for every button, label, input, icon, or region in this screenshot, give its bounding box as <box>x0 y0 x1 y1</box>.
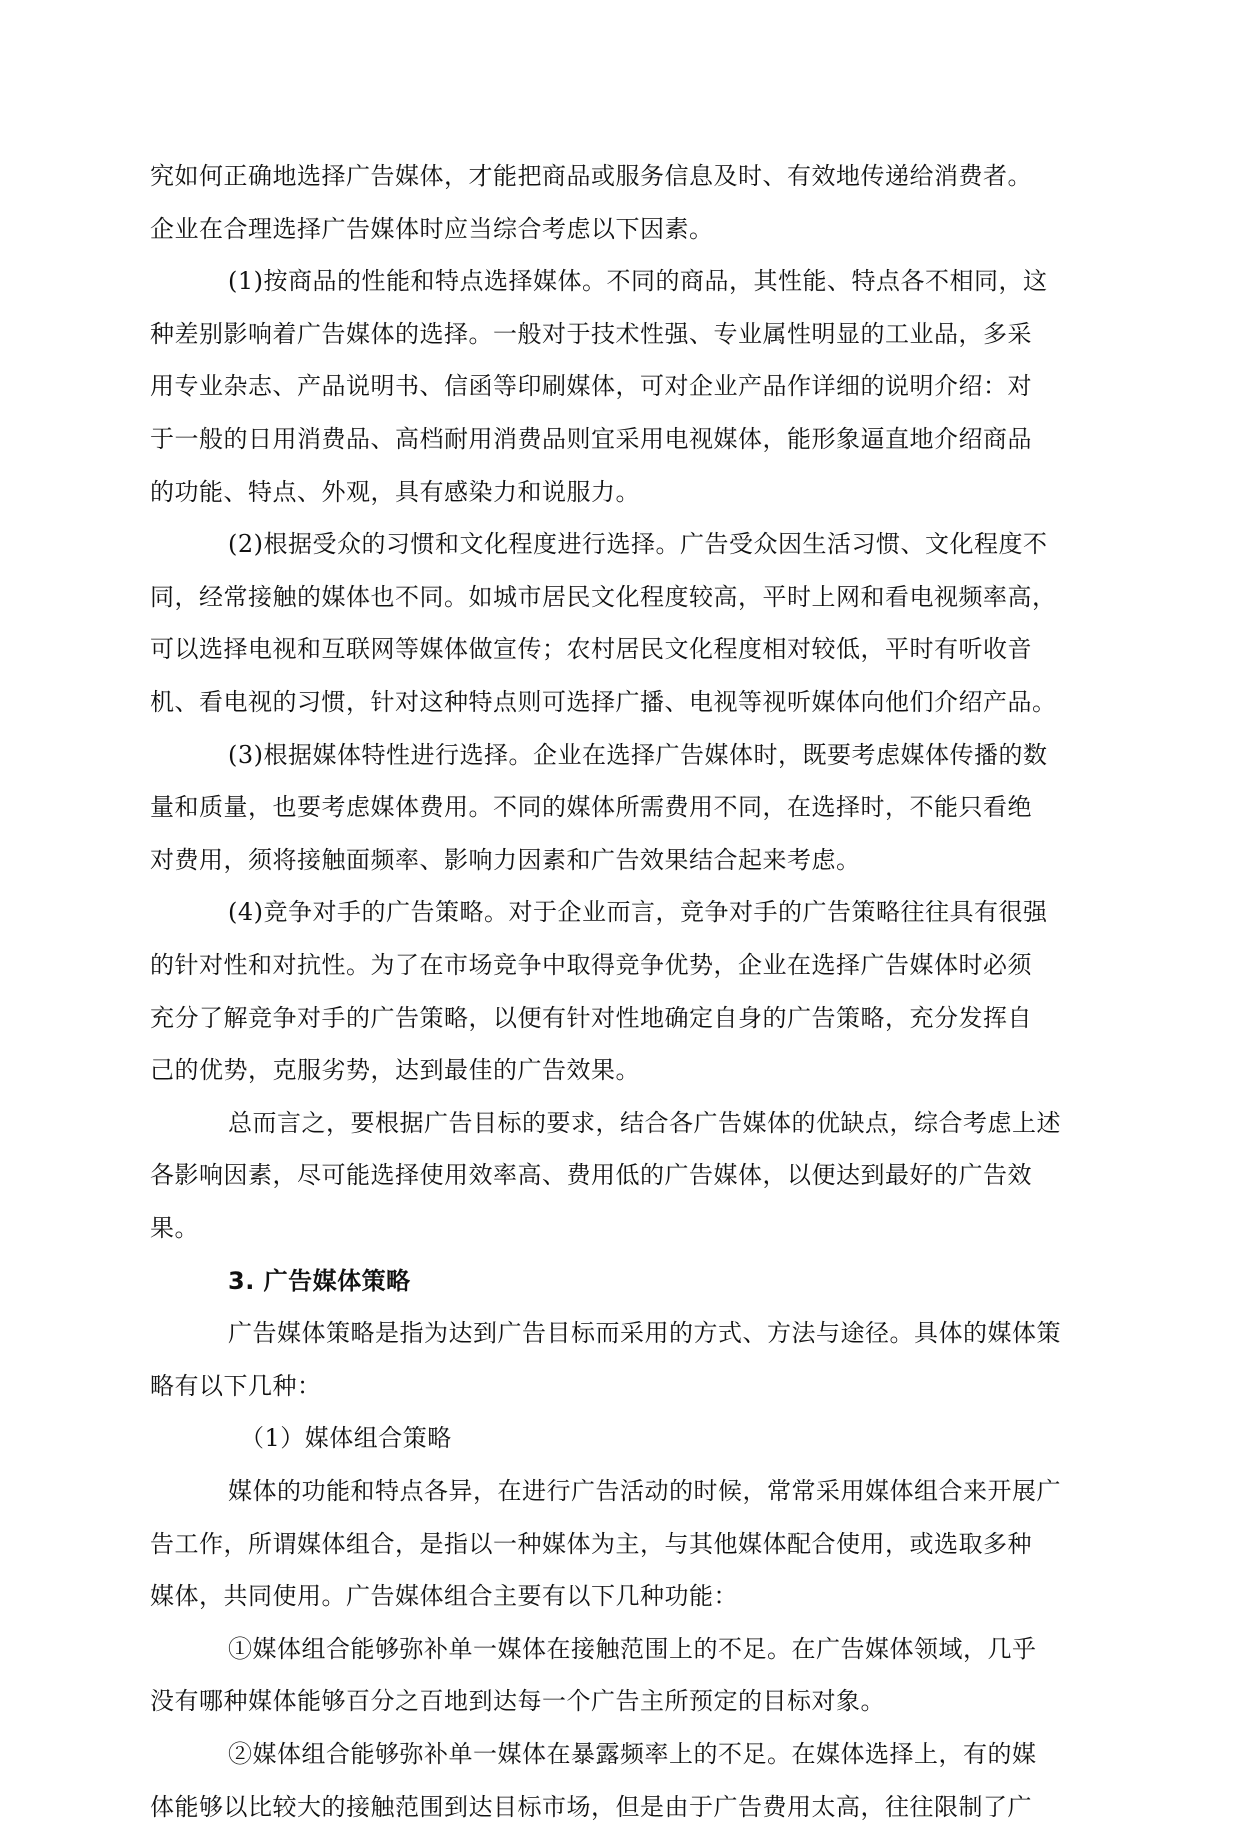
text-line: 用专业杂志、产品说明书、信函等印刷媒体，可对企业产品作详细的说明介绍：对 <box>150 372 1032 400</box>
paragraph-5-start: 总而言之，要根据广告目标的要求，结合各广告媒体的优缺点，综合考虑上述 <box>228 1109 1061 1137</box>
text-line: 己的优势，克服劣势，达到最佳的广告效果。 <box>150 1056 640 1084</box>
paragraph-3-start: (3)根据媒体特性进行选择。企业在选择广告媒体时，既要考虑媒体传播的数 <box>228 741 1048 769</box>
text-line: 究如何正确地选择广告媒体，才能把商品或服务信息及时、有效地传递给消费者。 <box>150 162 1032 190</box>
text-line: 告工作，所谓媒体组合，是指以一种媒体为主，与其他媒体配合使用，或选取多种 <box>150 1530 1032 1558</box>
text-line: 对费用，须将接触面频率、影响力因素和广告效果结合起来考虑。 <box>150 846 861 874</box>
paragraph-6-start: 广告媒体策略是指为达到广告目标而采用的方式、方法与途径。具体的媒体策 <box>228 1319 1061 1347</box>
text-line: 充分了解竞争对手的广告策略，以便有针对性地确定自身的广告策略，充分发挥自 <box>150 1004 1032 1032</box>
text-line: 量和质量，也要考虑媒体费用。不同的媒体所需费用不同，在选择时，不能只看绝 <box>150 793 1032 821</box>
text-line: 媒体，共同使用。广告媒体组合主要有以下几种功能： <box>150 1582 738 1610</box>
paragraph-9-start: ②媒体组合能够弥补单一媒体在暴露频率上的不足。在媒体选择上，有的媒 <box>228 1740 1037 1768</box>
text-line: 种差别影响着广告媒体的选择。一般对于技术性强、专业属性明显的工业品，多采 <box>150 320 1032 348</box>
paragraph-8-start: ①媒体组合能够弥补单一媒体在接触范围上的不足。在广告媒体领域，几乎 <box>228 1635 1037 1663</box>
text-line: 果。 <box>150 1214 199 1242</box>
text-line: 企业在合理选择广告媒体时应当综合考虑以下因素。 <box>150 215 714 243</box>
section-heading: 3. 广告媒体策略 <box>228 1267 411 1295</box>
text-line: 于一般的日用消费品、高档耐用消费品则宜采用电视媒体，能形象逼直地介绍商品 <box>150 425 1032 453</box>
text-line: 没有哪种媒体能够百分之百地到达每一个广告主所预定的目标对象。 <box>150 1687 885 1715</box>
paragraph-1-start: (1)按商品的性能和特点选择媒体。不同的商品，其性能、特点各不相同，这 <box>228 267 1048 295</box>
paragraph-4-start: (4)竞争对手的广告策略。对于企业而言，竞争对手的广告策略往往具有很强 <box>228 898 1048 926</box>
subsection-heading: （1）媒体组合策略 <box>240 1424 452 1452</box>
text-line: 同，经常接触的媒体也不同。如城市居民文化程度较高，平时上网和看电视频率高， <box>150 583 1057 611</box>
paragraph-2-start: (2)根据受众的习惯和文化程度进行选择。广告受众因生活习惯、文化程度不 <box>228 530 1048 558</box>
text-line: 的针对性和对抗性。为了在市场竞争中取得竞争优势，企业在选择广告媒体时必须 <box>150 951 1032 979</box>
text-line: 各影响因素，尽可能选择使用效率高、费用低的广告媒体，以便达到最好的广告效 <box>150 1161 1032 1189</box>
text-line: 机、看电视的习惯，针对这种特点则可选择广播、电视等视听媒体向他们介绍产品。 <box>150 688 1057 716</box>
text-line: 可以选择电视和互联网等媒体做宣传；农村居民文化程度相对较低，平时有听收音 <box>150 635 1032 663</box>
text-line: 的功能、特点、外观，具有感染力和说服力。 <box>150 478 640 506</box>
paragraph-7-start: 媒体的功能和特点各异，在进行广告活动的时候，常常采用媒体组合来开展广 <box>228 1477 1061 1505</box>
text-line: 体能够以比较大的接触范围到达目标市场，但是由于广告费用太高，往往限制了广 <box>150 1793 1032 1821</box>
text-line: 略有以下几种： <box>150 1372 322 1400</box>
